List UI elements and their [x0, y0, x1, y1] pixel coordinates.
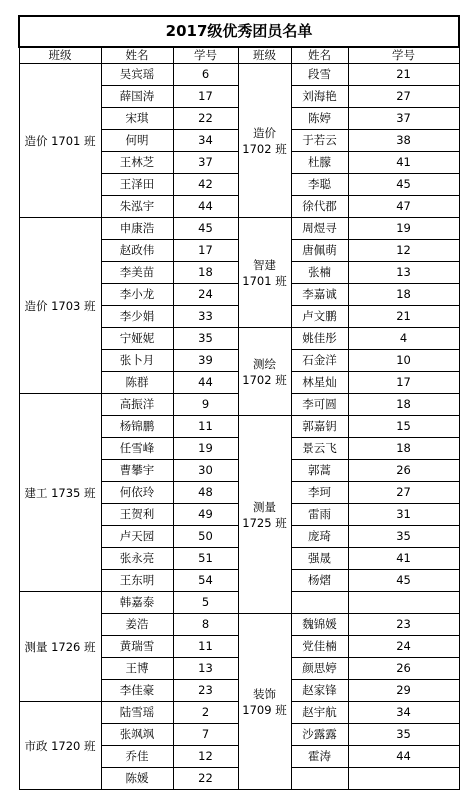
student-id: 42	[173, 174, 238, 196]
student-name: 陆雪瑶	[101, 702, 173, 724]
student-id: 34	[173, 130, 238, 152]
student-id: 24	[173, 284, 238, 306]
student-name: 颜思婷	[291, 658, 348, 680]
student-id: 31	[348, 504, 459, 526]
student-name: 刘海艳	[291, 86, 348, 108]
student-name	[291, 592, 348, 614]
student-name: 李珂	[291, 482, 348, 504]
student-name: 沙露露	[291, 724, 348, 746]
student-id: 18	[348, 284, 459, 306]
student-id: 49	[173, 504, 238, 526]
student-id: 41	[348, 548, 459, 570]
student-name: 何依玲	[101, 482, 173, 504]
class-cell-line: 测绘	[253, 356, 276, 371]
class-cell	[238, 218, 291, 328]
class-cell-line: 1709 班	[242, 702, 287, 717]
student-id: 48	[173, 482, 238, 504]
student-name: 段雪	[291, 64, 348, 86]
student-name: 郭蒿	[291, 460, 348, 482]
student-name: 姜浩	[101, 614, 173, 636]
student-name: 霍涛	[291, 746, 348, 768]
student-name: 周煜寻	[291, 218, 348, 240]
student-name: 雷雨	[291, 504, 348, 526]
student-id: 17	[348, 372, 459, 394]
student-name: 曹攀宇	[101, 460, 173, 482]
student-id	[348, 768, 459, 790]
student-id: 13	[173, 658, 238, 680]
student-name: 薛国涛	[101, 86, 173, 108]
student-id: 50	[173, 526, 238, 548]
student-name: 陈媛	[101, 768, 173, 790]
student-name: 李美苗	[101, 262, 173, 284]
student-id: 10	[348, 350, 459, 372]
student-name: 高振洋	[101, 394, 173, 416]
student-name: 庞琦	[291, 526, 348, 548]
student-id: 19	[348, 218, 459, 240]
class-cell-line: 造价	[253, 125, 276, 140]
student-name: 徐代郡	[291, 196, 348, 218]
student-name: 于若云	[291, 130, 348, 152]
student-id: 45	[173, 218, 238, 240]
header-id-left: 学号	[173, 47, 238, 64]
student-id: 11	[173, 416, 238, 438]
student-id: 45	[348, 570, 459, 592]
student-id: 21	[348, 64, 459, 86]
student-id: 38	[348, 130, 459, 152]
student-name: 王博	[101, 658, 173, 680]
student-name: 韩嘉泰	[101, 592, 173, 614]
student-name: 赵政伟	[101, 240, 173, 262]
student-id: 11	[173, 636, 238, 658]
student-id: 41	[348, 152, 459, 174]
student-name: 陈群	[101, 372, 173, 394]
student-name: 景云飞	[291, 438, 348, 460]
student-id: 35	[348, 724, 459, 746]
student-name: 张卜月	[101, 350, 173, 372]
class-cell	[238, 416, 291, 614]
header-class-left: 班级	[19, 47, 101, 64]
student-name: 杨熠	[291, 570, 348, 592]
student-id: 35	[173, 328, 238, 350]
roster-table	[18, 15, 460, 790]
student-name: 王贺利	[101, 504, 173, 526]
class-cell: 测量 1726 班	[19, 592, 101, 702]
student-name: 魏锦媛	[291, 614, 348, 636]
student-id: 35	[348, 526, 459, 548]
student-name: 宁娅妮	[101, 328, 173, 350]
student-name: 李聪	[291, 174, 348, 196]
table-row	[19, 218, 459, 240]
student-name: 朱泓宇	[101, 196, 173, 218]
student-name: 王东明	[101, 570, 173, 592]
student-id: 18	[173, 262, 238, 284]
student-name: 郭嘉钥	[291, 416, 348, 438]
student-id: 30	[173, 460, 238, 482]
student-name: 申康浩	[101, 218, 173, 240]
student-id: 21	[348, 306, 459, 328]
student-id: 26	[348, 658, 459, 680]
student-id: 54	[173, 570, 238, 592]
class-cell-line: 测量	[253, 499, 276, 514]
student-name: 卢文鹏	[291, 306, 348, 328]
class-cell-line: 1701 班	[242, 273, 287, 288]
student-name: 姚佳彤	[291, 328, 348, 350]
class-cell: 造价 1703 班	[19, 218, 101, 394]
class-cell: 建工 1735 班	[19, 394, 101, 592]
student-id: 37	[173, 152, 238, 174]
student-name: 黄瑞雪	[101, 636, 173, 658]
student-id: 2	[173, 702, 238, 724]
student-name: 赵家锋	[291, 680, 348, 702]
student-id: 44	[173, 196, 238, 218]
class-cell-line: 1702 班	[242, 141, 287, 156]
class-cell	[238, 328, 291, 416]
class-cell	[238, 64, 291, 218]
student-id: 18	[348, 394, 459, 416]
student-name: 李少娟	[101, 306, 173, 328]
student-name: 杨锦鹏	[101, 416, 173, 438]
student-name: 赵宇航	[291, 702, 348, 724]
student-name	[291, 768, 348, 790]
student-id: 7	[173, 724, 238, 746]
student-id: 39	[173, 350, 238, 372]
student-name: 何明	[101, 130, 173, 152]
student-name: 李小龙	[101, 284, 173, 306]
page-title: 2017级优秀团员名单	[19, 16, 459, 47]
student-id: 27	[348, 482, 459, 504]
class-cell-line: 1725 班	[242, 515, 287, 530]
class-cell: 造价 1701 班	[19, 64, 101, 218]
student-id: 34	[348, 702, 459, 724]
student-name: 林星灿	[291, 372, 348, 394]
student-id: 45	[348, 174, 459, 196]
class-cell-line: 智建	[253, 257, 276, 272]
student-id: 26	[348, 460, 459, 482]
header-name-left: 姓名	[101, 47, 173, 64]
student-name: 李可圆	[291, 394, 348, 416]
class-cell	[238, 614, 291, 790]
student-id: 12	[348, 240, 459, 262]
student-id: 19	[173, 438, 238, 460]
student-id: 23	[173, 680, 238, 702]
student-id: 33	[173, 306, 238, 328]
student-id: 17	[173, 86, 238, 108]
student-name: 陈婷	[291, 108, 348, 130]
student-name: 任雪峰	[101, 438, 173, 460]
student-id: 44	[348, 746, 459, 768]
student-name: 李佳豪	[101, 680, 173, 702]
student-id: 12	[173, 746, 238, 768]
student-name: 张永亮	[101, 548, 173, 570]
student-id: 8	[173, 614, 238, 636]
student-id: 23	[348, 614, 459, 636]
student-name: 宋琪	[101, 108, 173, 130]
student-name: 石金洋	[291, 350, 348, 372]
student-id: 13	[348, 262, 459, 284]
student-id: 22	[173, 108, 238, 130]
student-id	[348, 592, 459, 614]
student-id: 47	[348, 196, 459, 218]
student-id: 18	[348, 438, 459, 460]
header-id-right: 学号	[348, 47, 459, 64]
student-id: 22	[173, 768, 238, 790]
student-id: 17	[173, 240, 238, 262]
student-id: 29	[348, 680, 459, 702]
student-id: 15	[348, 416, 459, 438]
class-cell-line: 1702 班	[242, 372, 287, 387]
student-name: 乔佳	[101, 746, 173, 768]
header-class-right: 班级	[238, 47, 291, 64]
student-name: 唐佩萌	[291, 240, 348, 262]
student-id: 5	[173, 592, 238, 614]
student-id: 4	[348, 328, 459, 350]
student-name: 杜朦	[291, 152, 348, 174]
student-name: 王泽田	[101, 174, 173, 196]
student-name: 李嘉诚	[291, 284, 348, 306]
student-name: 王林芝	[101, 152, 173, 174]
student-name: 卢天园	[101, 526, 173, 548]
student-id: 37	[348, 108, 459, 130]
class-cell: 市政 1720 班	[19, 702, 101, 790]
student-name: 吴宾瑶	[101, 64, 173, 86]
student-id: 24	[348, 636, 459, 658]
table-row	[19, 64, 459, 86]
student-id: 27	[348, 86, 459, 108]
student-id: 51	[173, 548, 238, 570]
class-cell-line: 装饰	[253, 686, 276, 701]
student-name: 强晟	[291, 548, 348, 570]
student-id: 44	[173, 372, 238, 394]
student-name: 党佳楠	[291, 636, 348, 658]
student-name: 张楠	[291, 262, 348, 284]
student-name: 张飒飒	[101, 724, 173, 746]
header-name-right: 姓名	[291, 47, 348, 64]
student-id: 9	[173, 394, 238, 416]
student-id: 6	[173, 64, 238, 86]
